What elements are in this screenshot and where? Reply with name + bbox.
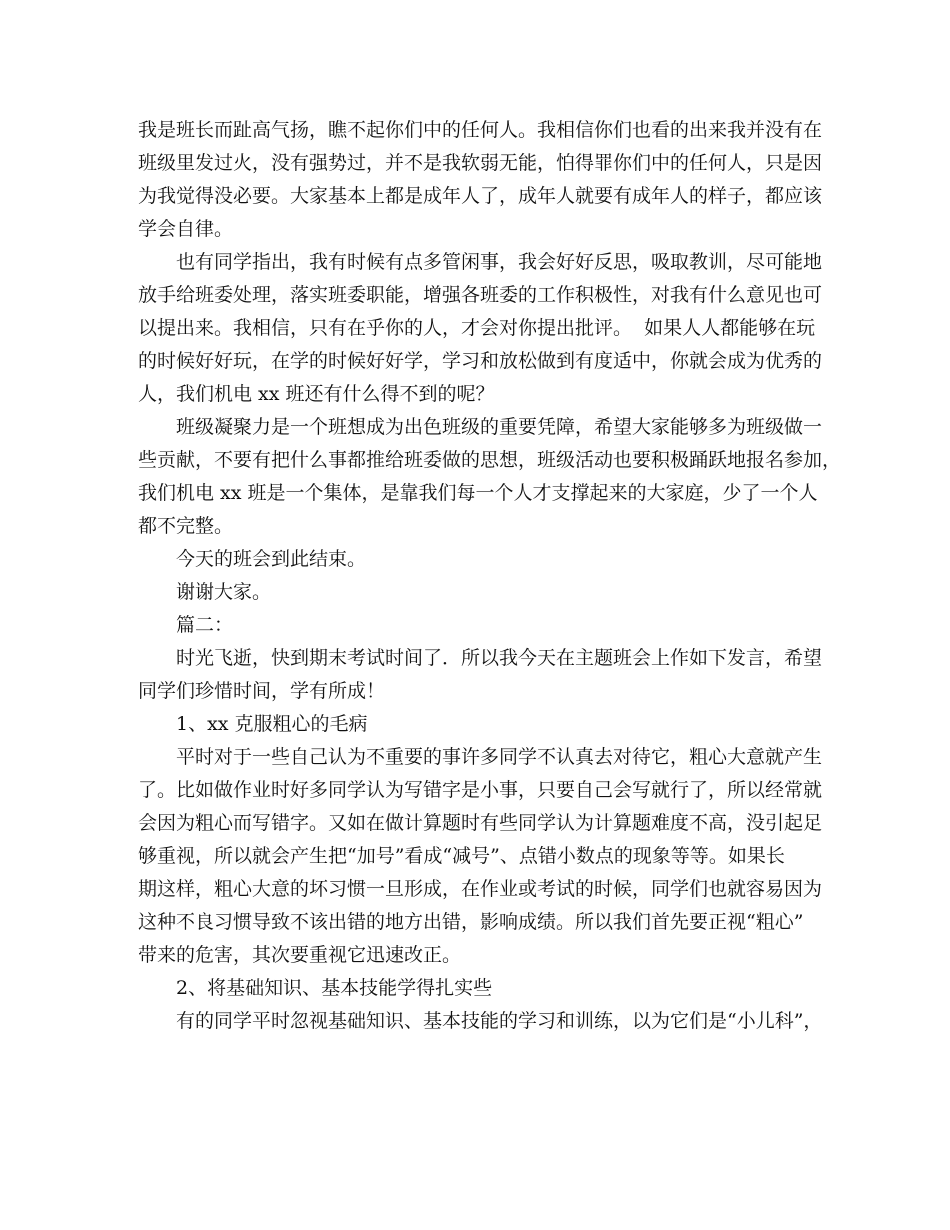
text-line: 学会自律。 xyxy=(138,218,234,240)
text-line: 期这样，粗心大意的坏习惯一旦形成，在作业或考试的时候，同学们也就容易因为 xyxy=(138,878,823,900)
list-heading: 2、将基础知识、基本技能学得扎实些 xyxy=(176,977,493,999)
text-line: 我们机电 xx 班是一个集体，是靠我们每一个人才支撑起来的大家庭，少了一个人 xyxy=(138,482,818,504)
text-line: 些贡献，不要有把什么事都推给班委做的思想，班级活动也要积极踊跃地报名参加， xyxy=(138,449,842,471)
text-line: 放手给班委处理，落实班委职能，增强各班委的工作积极性，对我有什么意见也可 xyxy=(138,284,823,306)
text-line: 会因为粗心而写错字。又如在做计算题时有些同学认为计算题难度不高，没引起足 xyxy=(138,812,823,834)
text-line: 我是班长而趾高气扬，瞧不起你们中的任何人。我相信你们也看的出来我并没有在 xyxy=(138,119,823,141)
text-line: 同学们珍惜时间，学有所成！ xyxy=(138,680,386,702)
text-line: 今天的班会到此结束。 xyxy=(176,548,367,570)
text-line: 的时候好好玩，在学的时候好好学，学习和放松做到有度适中，你就会成为优秀的 xyxy=(138,350,823,372)
text-line: 了。比如做作业时好多同学认为写错字是小事，只要自己会写就行了，所以经常就 xyxy=(138,779,823,801)
section-heading: 篇二： xyxy=(176,614,234,636)
text-line: 平时对于一些自己认为不重要的事许多同学不认真去对待它，粗心大意就产生 xyxy=(176,746,823,768)
text-line: 班级凝聚力是一个班想成为出色班级的重要凭障，希望大家能够多为班级做一 xyxy=(176,416,823,438)
list-heading: 1、xx 克服粗心的毛病 xyxy=(176,713,368,735)
text-line: 够重视，所以就会产生把“加号”看成“减号”、点错小数点的现象等等。如果长 xyxy=(138,845,785,867)
text-line: 谢谢大家。 xyxy=(176,581,272,603)
text-line: 有的同学平时忽视基础知识、基本技能的学习和训练，以为它们是“小儿科”， xyxy=(176,1010,823,1032)
text-line: 以提出来。我相信，只有在乎你的人，才会对你提出批评。 如果人人都能够在玩 xyxy=(138,317,816,339)
text-line: 带来的危害，其次要重视它迅速改正。 xyxy=(138,944,462,966)
text-line: 这种不良习惯导致不该出错的地方出错，影响成绩。所以我们首先要正视“粗心” xyxy=(138,911,804,933)
text-line: 为我觉得没必要。大家基本上都是成年人了，成年人就要有成年人的样子，都应该 xyxy=(138,185,823,207)
text-line: 时光飞逝，快到期末考试时间了．所以我今天在主题班会上作如下发言，希望 xyxy=(176,647,823,669)
text-line: 人，我们机电 xx 班还有什么得不到的呢？ xyxy=(138,383,495,405)
text-line: 班级里发过火，没有强势过，并不是我软弱无能，怕得罪你们中的任何人，只是因 xyxy=(138,152,823,174)
text-line: 都不完整。 xyxy=(138,515,234,537)
text-line: 也有同学指出，我有时候有点多管闲事，我会好好反思，吸取教训，尽可能地 xyxy=(176,251,823,273)
